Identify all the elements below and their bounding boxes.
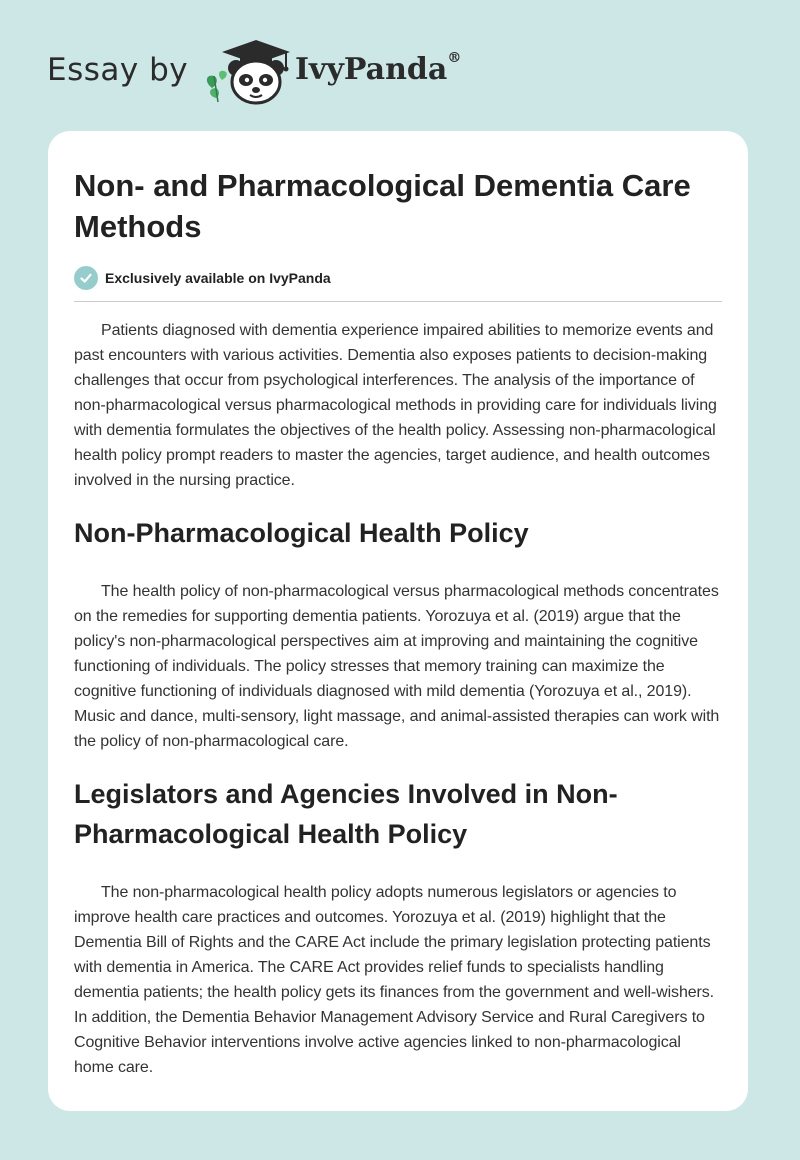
- essay-content: [74, 131, 724, 1080]
- exclusive-badge: [74, 265, 724, 291]
- brand-name[interactable]: IvyPanda®: [295, 50, 462, 87]
- registered-mark: ®: [447, 50, 462, 66]
- essay-card: [48, 131, 748, 1111]
- page-title: Non- and Pharmacological Dementia Care Methods: [74, 168, 691, 244]
- section-heading-policy: Non-Pharmacological Health Policy: [74, 518, 529, 548]
- paragraph-intro: Patients diagnosed with dementia experience impaired abilities to memorize events and past encounters with various activities. Dementia also exposes patients to decision-making challenges that occur from psychological interferences. The analysis of the importance of non-pharmacological versus pharmacological methods in providing care for individuals living with dementia formulates the objectives of the health policy. Assessing non-pharmacological health policy prompt readers to master the agencies, target audience, and health outcomes involved in the nursing practice.: [74, 322, 717, 489]
- brand-prefix: Essay by: [47, 52, 189, 88]
- check-icon: [74, 266, 98, 290]
- ivy-leaf-icon: [207, 71, 227, 102]
- exclusive-label: Exclusively available on IvyPanda: [105, 270, 331, 286]
- title-divider: [74, 301, 722, 302]
- section-heading-legislators: Legislators and Agencies Involved in Non-Pharmacological Health Policy: [74, 779, 618, 849]
- site-header: [47, 36, 527, 108]
- paragraph-policy: The health policy of non-pharmacological versus pharmacological methods concentrates on the remedies for supporting dementia patients. Yorozuya et al. (2019) argue that the policy's non-pharmacological perspectives aim at improving and maintaining the cognitive functioning of individuals. The policy stresses that memory training can maximize the cognitive functioning of individuals diagnosed with mild dementia (Yorozuya et al., 2019). Music and dance, multi-sensory, light massage, and animal-assisted therapies can work with the policy of non-pharmacological care.: [74, 583, 720, 750]
- paragraph-legislators: The non-pharmacological health policy adopts numerous legislators or agencies to improve health care practices and outcomes. Yorozuya et al. (2019) highlight that the Dementia Bill of Rights and the CARE Act include the primary legislation protecting patients with dementia in America. The CARE Act provides relief funds to specialists handling dementia patients; the health policy gets its finances from the government and well-wishers. In addition, the Dementia Behavior Management Advisory Service and Rural Caregivers to Cognitive Behavior interventions involve active agencies linked to non-pharmacological home care.: [74, 884, 715, 1076]
- ivypanda-logo-icon[interactable]: [202, 36, 294, 108]
